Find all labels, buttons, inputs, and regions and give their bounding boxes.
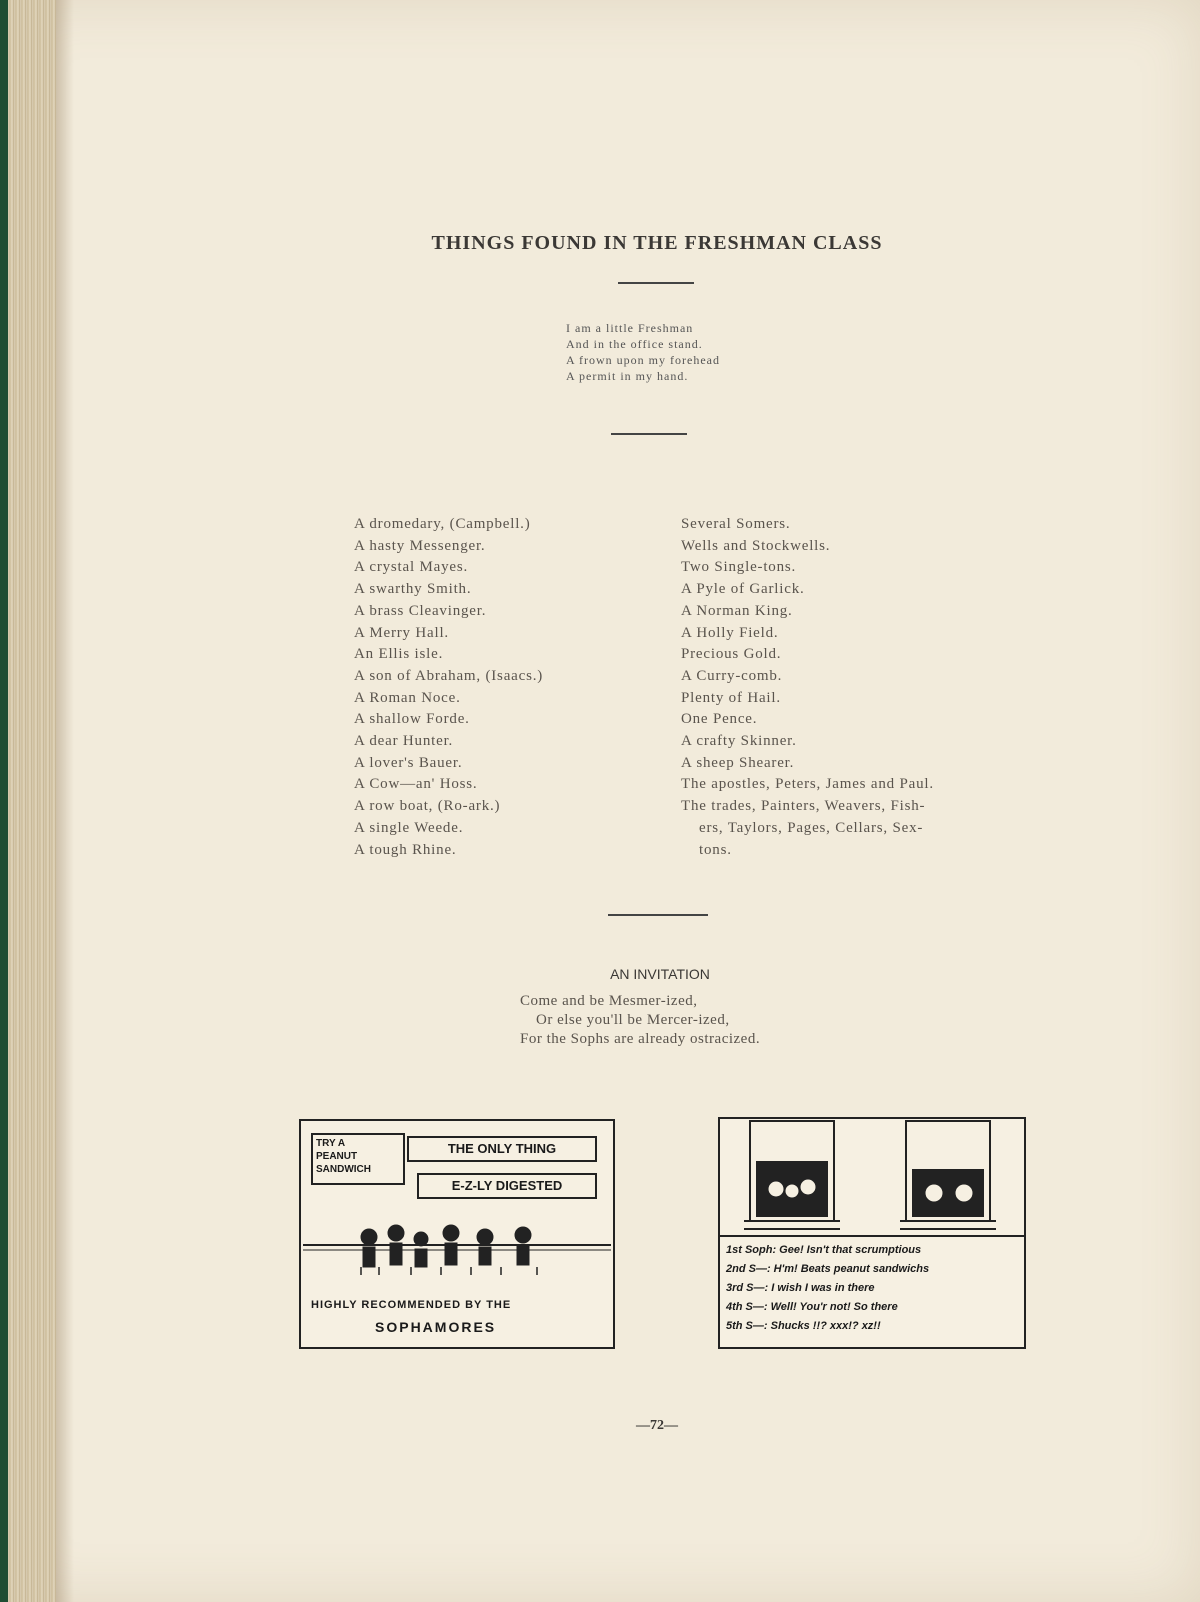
cartoon-dialogue (726, 1241, 1020, 1336)
list-item: A lover's Bauer. (354, 754, 463, 771)
poem-line: A permit in my hand. (566, 369, 689, 383)
cartoon-sophs-window (718, 1117, 1026, 1349)
list-item: A Cow—an' Hoss. (354, 776, 478, 793)
dialogue-line: 5th S—: Shucks !!? xxx!? xz!! (726, 1320, 881, 1332)
list-item: A Pyle of Garlick. (681, 581, 805, 598)
list-item: Plenty of Hail. (681, 689, 781, 706)
poem (566, 320, 806, 384)
list-item: A dromedary, (Campbell.) (354, 516, 531, 532)
dialogue-line: 1st Soph: Gee! Isn't that scrumptious (726, 1244, 922, 1256)
windows-drawing (720, 1119, 1024, 1237)
list-item: Two Single-tons. (681, 559, 797, 576)
list-item: Several Somers. (681, 516, 791, 532)
list-item: A swarthy Smith. (354, 581, 472, 598)
list-item: A crafty Skinner. (681, 733, 797, 750)
invitation-title: AN INVITATION (610, 966, 710, 982)
divider (720, 1235, 1024, 1237)
sign-try-peanut: TRY A PEANUT SANDWICH (311, 1133, 405, 1185)
verse-line: For the Sophs are already ostracized. (520, 1031, 761, 1047)
list-item: tons. (699, 841, 732, 858)
list-item: The apostles, Peters, James and Paul. (681, 776, 934, 793)
list-item: A brass Cleavinger. (354, 602, 487, 619)
invitation-verse (520, 992, 760, 1049)
list-item: A hasty Messenger. (354, 537, 486, 554)
verse-line: Or else you'll be Mercer-ized, (536, 1012, 730, 1028)
page-number: —72— (636, 1418, 678, 1433)
list-item: A row boat, (Ro-ark.) (354, 798, 501, 815)
dialogue-line: 3rd S—: I wish I was in there (726, 1282, 875, 1294)
cartoon-caption: SOPHAMORES (375, 1319, 497, 1335)
page-title: THINGS FOUND IN THE FRESHMAN CLASS (431, 232, 883, 254)
verse-line: Come and be Mesmer-ized, (520, 993, 698, 1009)
list-item: A crystal Mayes. (354, 559, 469, 576)
list-right (681, 514, 1021, 861)
diners-at-table-drawing (301, 1217, 613, 1279)
list-item: A shallow Forde. (354, 711, 470, 728)
list-item: A Roman Noce. (354, 689, 461, 706)
poem-line: And in the office stand. (566, 337, 703, 351)
dialogue-line: 4th S—: Well! You'r not! So there (726, 1301, 898, 1313)
list-item: Wells and Stockwells. (681, 537, 831, 554)
dialogue-line: 2nd S—: H'm! Beats peanut sandwichs (726, 1263, 930, 1275)
cartoon-caption: HIGHLY RECOMMENDED BY THE (311, 1299, 512, 1311)
sign-only-thing: THE ONLY THING (407, 1136, 597, 1162)
sign-digested: E-Z-LY DIGESTED (417, 1173, 597, 1199)
list-item: A Holly Field. (681, 624, 779, 641)
list-item: ers, Taylors, Pages, Cellars, Sex- (699, 819, 924, 836)
list-item: A son of Abraham, (Isaacs.) (354, 667, 544, 684)
list-item: An Ellis isle. (354, 646, 444, 663)
cartoon-peanut-sandwich (299, 1119, 615, 1349)
list-item: A Norman King. (681, 602, 793, 619)
divider (618, 282, 694, 284)
list-item: A tough Rhine. (354, 841, 457, 858)
list-item: One Pence. (681, 711, 758, 728)
poem-line: A frown upon my forehead (566, 353, 720, 367)
list-item: The trades, Painters, Weavers, Fish- (681, 798, 926, 815)
list-item: A dear Hunter. (354, 733, 454, 750)
list-item: A sheep Shearer. (681, 754, 795, 771)
divider (611, 433, 687, 435)
list-item: Precious Gold. (681, 646, 782, 663)
list-item: A Merry Hall. (354, 624, 449, 641)
list-left (354, 514, 644, 861)
poem-line: I am a little Freshman (566, 321, 694, 335)
divider (608, 914, 708, 916)
list-item: A single Weede. (354, 819, 464, 836)
list-item: A Curry-comb. (681, 667, 783, 684)
